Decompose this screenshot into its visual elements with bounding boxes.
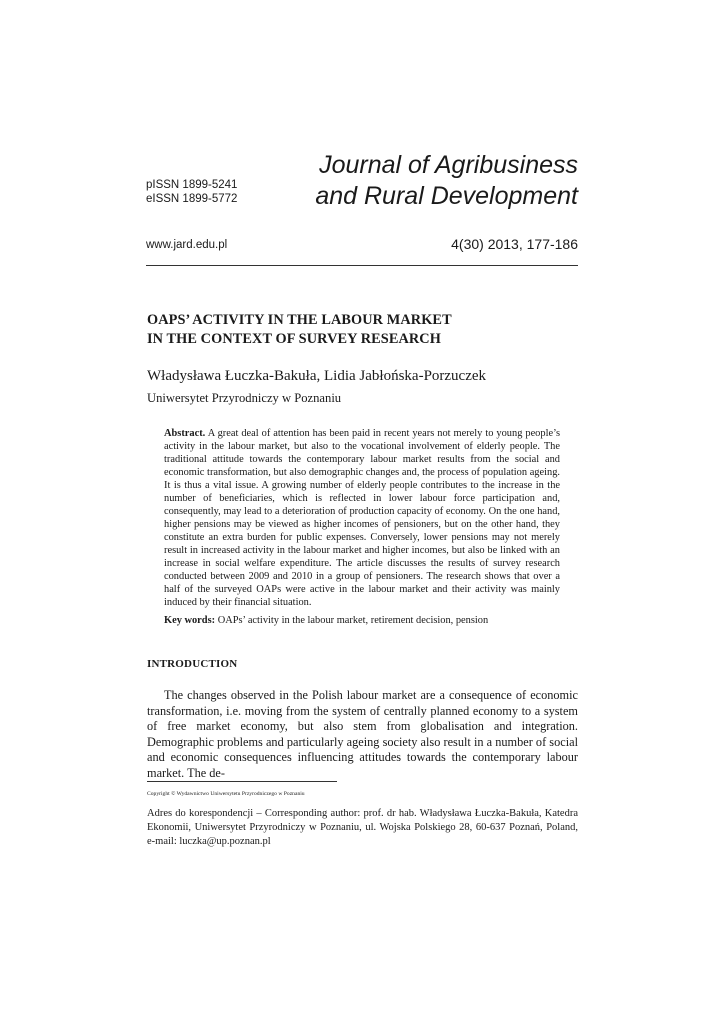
- journal-header: [146, 150, 578, 272]
- section-heading-introduction: INTRODUCTION: [147, 658, 238, 670]
- eissn: eISSN 1899-5772: [146, 193, 238, 205]
- article-title: [147, 311, 452, 349]
- issn-block: [146, 178, 237, 206]
- journal-title: [315, 150, 578, 212]
- journal-title-line1: Journal of Agribusiness: [319, 151, 578, 179]
- abstract-text: A great deal of attention has been paid in recent years not merely to young people’s activity in the labour market, but also to the vocational involvement of elderly people. The traditional attitude towards the contemporary labour market results from the social and economic transformation, but also demographic changes and, the process of population ageing. It is thus a vital issue. A growing number of elderly people contributes to the increase in the number of beneficiaries, which is reflected in lower labour force participation and, consequently, may lead to a deterioration of production capacity of economy. On the one hand, higher pensions may be viewed as higher incomes of pensioners, but on the other hand, they constitute an extra burden for public expenses. Conversely, lower pensions may not merely result in increased activity in the labour market and higher incomes, but also be linked with an increase in social welfare expenditure. The article discusses the results of survey research conducted between 2009 and 2010 in a group of pensioners. The research shows that over a half of the surveyed OAPs were active in the labour market and their activity was mainly induced by their financial situation.: [164, 428, 561, 608]
- introduction-paragraph: The changes observed in the Polish labour market are a consequence of economic transformation, i.e. moving from the system of centrally planned economy to a system of free market economy, but also stem from globalisation and integration. Demographic problems and particularly ageing society also result in a number of social and economic consequences influencing attitudes towards the contemporary labour market. The de-: [147, 688, 578, 780]
- article-title-line2: IN THE CONTEXT OF SURVEY RESEARCH: [147, 331, 441, 347]
- header-divider: [146, 265, 578, 266]
- correspondence-note: Adres do korespondencji – Corresponding author: prof. dr hab. Władysława Łuczka-Bakuła, Katedra Ekonomii, Uniwersytet Przyrodniczy w Poznaniu, ul. Wojska Polskiego 28, 60-637 Poznań, Poland, e-mail: luczka@up.poznan.pl: [147, 808, 578, 847]
- journal-title-line2: and Rural Development: [315, 182, 578, 210]
- article-title-line1: OAPS’ ACTIVITY IN THE LABOUR MARKET: [147, 312, 452, 328]
- abstract: [164, 427, 560, 609]
- authors: Władysława Łuczka-Bakuła, Lidia Jabłońska-Porzuczek: [147, 368, 487, 384]
- keywords-label: Key words:: [164, 615, 216, 626]
- issue-info: 4(30) 2013, 177-186: [451, 236, 578, 252]
- keywords-text: OAPs’ activity in the labour market, retirement decision, pension: [217, 615, 489, 626]
- footnote-divider: [147, 781, 337, 782]
- journal-website-link[interactable]: www.jard.edu.pl: [146, 239, 228, 251]
- affiliation: Uniwersytet Przyrodniczy w Poznaniu: [147, 391, 342, 405]
- pissn: pISSN 1899-5241: [146, 179, 238, 191]
- keywords: [164, 614, 560, 627]
- abstract-label: Abstract.: [164, 428, 206, 439]
- copyright-notice: Copyright © Wydawnictwo Uniwersytetu Przyrodniczego w Poznaniu: [147, 791, 305, 797]
